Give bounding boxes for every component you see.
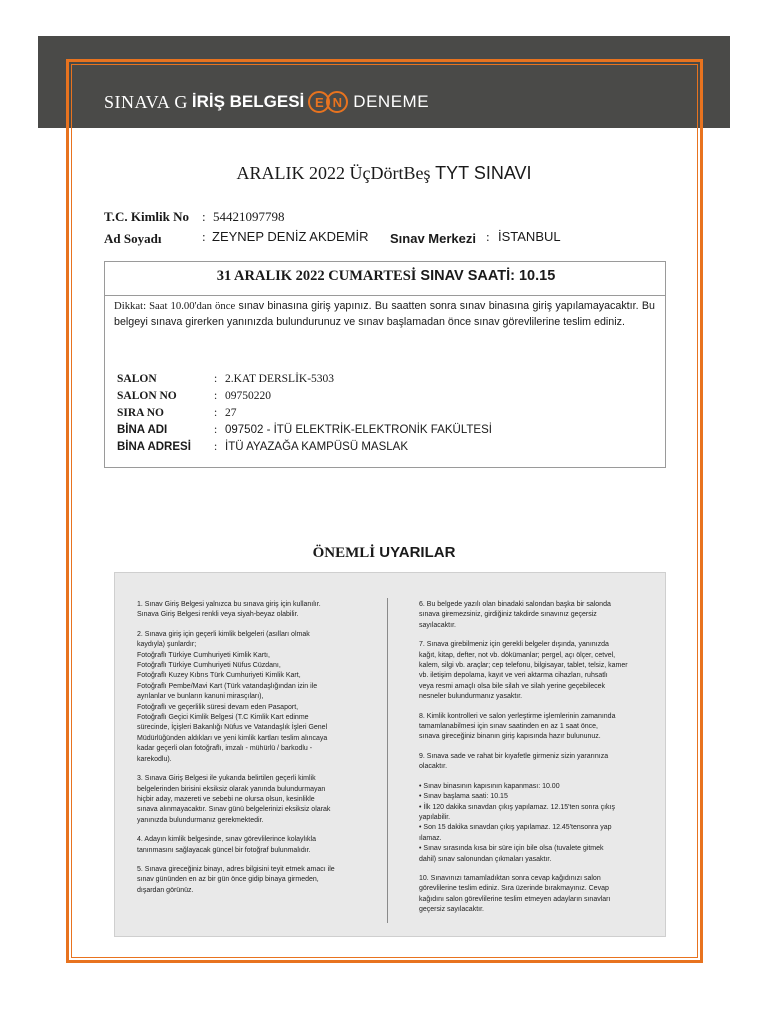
bina-adresi-label: BİNA ADRESİ	[117, 441, 191, 453]
warnings-title-sans: UYARILAR	[375, 544, 456, 561]
bina-adresi-value: İTÜ AYAZAĞA KAMPÜSÜ MASLAK	[225, 441, 408, 453]
exam-title-sans: TYT SINAVI	[430, 163, 532, 183]
warning-item: 2. Sınava giriş için geçerli kimlik belgeleri (asılları olmak kaydıyla) şunlardır; Fotoğraflı Türkiye Cumhuriyeti Kimlik Kartı, Fotoğraflı Türkiye Cumhuriyeti Nüfus Cüzdanı, Fotoğraflı Kuzey Kıbrıs Türk Cumhuriyeti Kimlik Kart, Fotoğraflı Pembe/Mavi Kart (Türk vatandaşlığından izin ile ayrılanlar ve bunların kanuni mirasçıları), Fotoğraflı ve geçerlilik süresi devam eden Pasaport, Fotoğraflı Geçici Kimlik Belgesi (T.C Kimlik Kart edinme sürecinde, İçişleri Bakanlığı Nüfus ve Vatandaşlık İşleri Genel Müdürlüğünden aldıkları ve yeni kimlik kartları teslim alıncaya kadar geçerli olan fotoğraflı, imzalı - mühürlü / barkodlu - karekodlu).	[137, 630, 328, 763]
center-label: Sınav Merkezi	[390, 231, 476, 246]
bina-adresi-colon: :	[214, 441, 218, 453]
warnings-box	[114, 572, 666, 937]
exam-info-box	[104, 261, 666, 468]
bina-adi-label: BİNA ADI	[117, 424, 168, 436]
logo-text-sinava: SINAVA G	[104, 91, 188, 112]
name-value: ZEYNEP DENİZ AKDEMİR	[212, 229, 369, 244]
name-colon: :	[202, 229, 206, 244]
bina-adi-value: 097502 - İTÜ ELEKTRİK-ELEKTRONİK FAKÜLTESİ	[225, 424, 492, 436]
exam-time: SINAV SAATİ: 10.15	[416, 268, 556, 284]
exam-date: 31 ARALIK 2022 CUMARTESİ	[216, 268, 417, 284]
sira-no-label: SIRA NO	[117, 407, 164, 419]
tc-label: T.C. Kimlik No	[104, 209, 189, 224]
warning-item: • Sınav binasının kapısının kapanması: 10.00 • Sınav başlama saati: 10.15 • İlk 120 dakika sınavdan çıkış yapılamaz. 12.15'ten sonra çıkış yapılabilir. • Son 15 dakika sınavdan çıkış yapılamaz. 12.45'tensonra yap ılamaz. • Sınav sırasında kısa bir süre için bile olsa (tuvalete gitmek dahil) sınav salonundan çıkmaları yasaktır.	[419, 782, 615, 863]
bina-adi-colon: :	[214, 424, 218, 436]
logo-text-deneme: DENEME	[353, 92, 430, 111]
logo-mark-e: E	[308, 91, 330, 113]
logo-mark-n: N	[326, 91, 348, 113]
salon-no-colon: :	[214, 390, 218, 402]
salon-no-label: SALON NO	[117, 390, 177, 402]
exam-title	[0, 163, 768, 184]
warning-item: 9. Sınava sade ve rahat bir kıyafetle girmeniz sizin yararınıza olacaktır.	[419, 752, 609, 771]
warning-item: 5. Sınava gireceğiniz binayı, adres bilgisini teyit etmek amacı ile sınav gününden en az bir gün önce gidip binaya girmeden, dışardan görünüz.	[137, 865, 335, 894]
warning-item: 7. Sınava girebilmeniz için gerekli belgeler dışında, yanınızda kağıt, kitap, defter, not vb. dökümanlar; pergel, açı ölçer, cetvel, kalem, silgi vb. araçlar; cep telefonu, bilgisayar, tablet, telsiz, kamer vb. iletişim depolama, kayıt ve veri aktarma cihazları, ruhsatlı veya resmi amaçlı olsa bile silah ve silah yerine geçebilecek nesneler bulundurmanız yasaktır.	[419, 641, 628, 701]
document-logo	[104, 87, 429, 117]
tc-value: 54421097798	[213, 209, 285, 224]
warnings-column-divider	[387, 598, 388, 923]
center-value: İSTANBUL	[498, 229, 561, 244]
center-colon: :	[486, 229, 490, 244]
warning-item: 3. Sınava Giriş Belgesi ile yukarıda belirtilen geçerli kimlik belgelerinden birisini eksiksiz olarak yanında bulundurmayan hiçbir aday, mazereti ve sebebi ne olursa olsun, kesinlikle sınava alınmayacaktır. Sınav günü belgelerinizi eksiksiz olarak yanınızda bulundurmanız gerekmektedir.	[137, 775, 331, 824]
exam-date-line	[105, 268, 667, 285]
warning-item: 10. Sınavınızı tamamladıktan sonra cevap kağıdınızı salon görevlilerine teslim ediniz. Sıra üzerinde bırakmayınız. Cevap kağıdını salon görevlilerine teslim etmeyen adayların sınavları geçersiz sayılacaktır.	[419, 874, 611, 914]
notice-serif-part: Dikkat: Saat 10.00'dan önce	[114, 300, 236, 312]
salon-colon: :	[214, 373, 218, 385]
exam-title-serif: ARALIK 2022 ÜçDörtBeş	[236, 163, 431, 183]
info-divider	[105, 295, 665, 296]
warnings-left-column	[137, 600, 373, 905]
warnings-title	[0, 544, 768, 562]
salon-label: SALON	[117, 373, 157, 385]
warnings-title-serif: ÖNEMLİ	[312, 545, 376, 561]
tc-colon: :	[202, 209, 206, 224]
warning-item: 1. Sınav Giriş Belgesi yalnızca bu sınava giriş için kullanılır. Sınava Giriş Belgesi renkli veya siyah-beyaz olabilir.	[137, 601, 321, 619]
warning-item: 8. Kimlik kontrolleri ve salon yerleştirme işlemlerinin zamanında tamamlanabilmesi için sınav saatinden en az 1 saat önce, sınava gireceğiniz binanın giriş kapısında hazır bulununuz.	[419, 712, 616, 741]
sira-no-value: 27	[225, 407, 237, 419]
logo-en-mark-icon	[308, 91, 344, 113]
sira-no-colon: :	[214, 407, 218, 419]
notice-sans-part: sınav binasına giriş yapınız. Bu saatten sonra sınav binasına giriş yapılamayacaktır. Bu belgeyi sınava girerken yanınızda bulundurunuz ve sınav başlamadan önce sınav görevlilerine teslim ediniz.	[114, 300, 655, 328]
logo-text-giris-belgesi: İRİŞ BELGESİ	[191, 92, 305, 111]
warning-item: 6. Bu belgede yazılı olan binadaki salondan başka bir salonda sınava giremezsiniz, girdiğiniz takdirde sınavınız geçersiz sayılacaktır.	[419, 601, 611, 629]
salon-value: 2.KAT DERSLİK-5303	[225, 373, 335, 385]
name-label: Ad Soyadı	[104, 231, 162, 246]
attention-notice	[114, 298, 655, 330]
salon-no-value: 09750220	[225, 390, 271, 402]
warning-item: 4. Adayın kimlik belgesinde, sınav görevlilerince kolaylıkla tanınmasını sağlayacak güncel bir fotoğraf bulunmalıdır.	[137, 836, 316, 854]
warnings-right-column	[419, 600, 649, 925]
